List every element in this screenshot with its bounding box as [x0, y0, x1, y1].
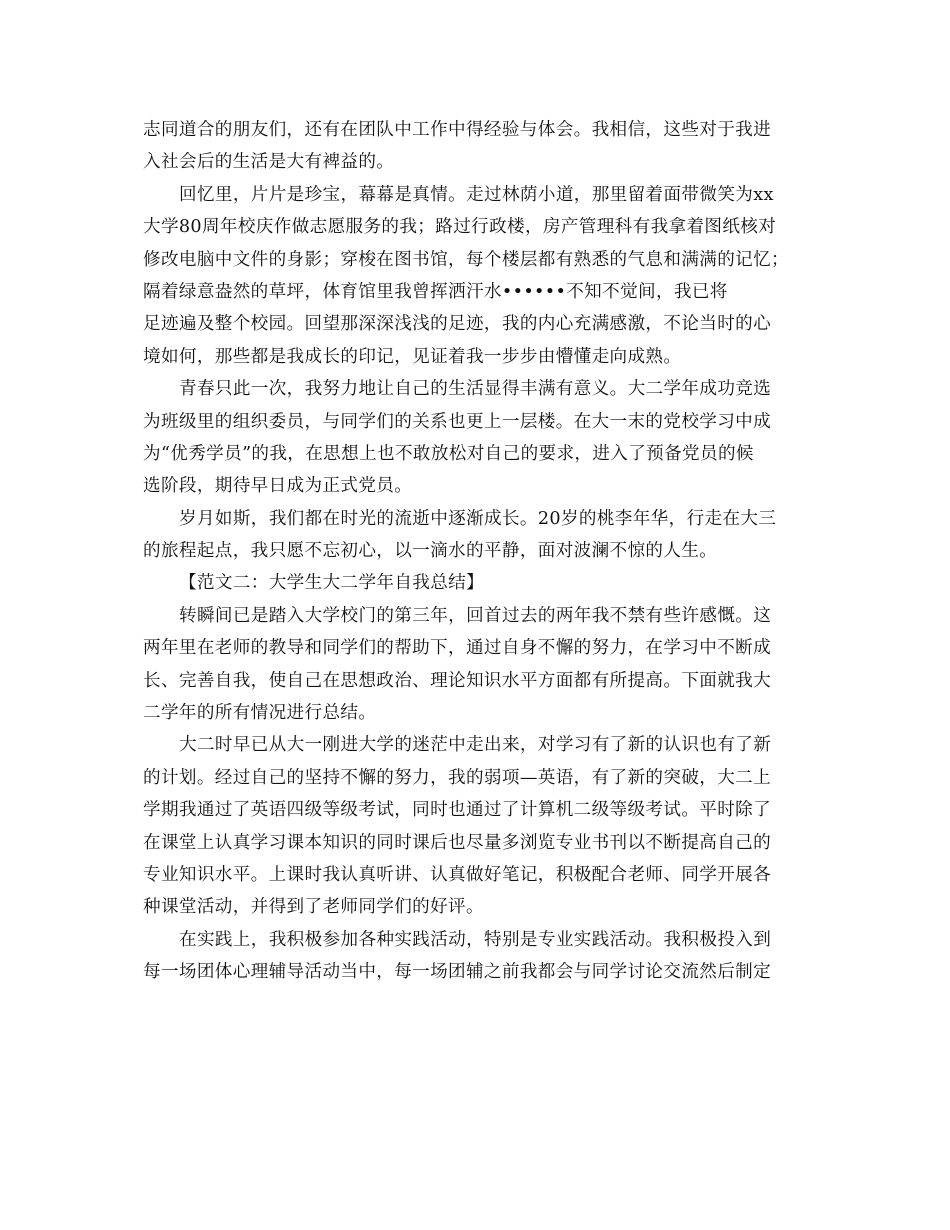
text-line: 为“优秀学员”的我，在思想上也不敢放松对自己的要求，进入了预备党员的候 [143, 443, 754, 464]
text-line: 种课堂活动，并得到了老师同学们的好评。 [143, 897, 484, 918]
section-heading: 【范文二：大学生大二学年自我总结】 [179, 573, 485, 594]
text-line: 在课堂上认真学习课本知识的同时课后也尽量多浏览专业书刊以不断提高自己的 [143, 832, 772, 853]
text-line: 二学年的所有情况进行总结。 [143, 703, 377, 724]
text-line: 境如何，那些都是我成长的印记，见证着我一步步由懵懂走向成熟。 [143, 346, 682, 367]
text-line: 入社会后的生活是大有裨益的。 [143, 152, 395, 173]
text-line: 为班级里的组织委员，与同学们的关系也更上一层楼。在大一末的党校学习中成 [143, 411, 772, 432]
text-line: 每一场团体心理辅导活动当中，每一场团辅之前我都会与同学讨论交流然后制定 [143, 962, 772, 983]
text-line: 的旅程起点，我只愿不忘初心，以一滴水的平静，面对波澜不惊的人生。 [143, 541, 718, 562]
text-line: 足迹遍及整个校园。回望那深深浅浅的足迹，我的内心充满感激，不论当时的心 [143, 314, 772, 335]
text-line: 大二时早已从大一刚进大学的迷茫中走出来，对学习有了新的认识也有了新 [179, 735, 772, 756]
text-line: 选阶段，期待早日成为正式党员。 [143, 476, 413, 497]
text-line: 大学80周年校庆作做志愿服务的我；路过行政楼，房产管理科有我拿着图纸核对 [143, 217, 777, 238]
document-body [143, 114, 803, 989]
text-line: 隔着绿意盎然的草坪，体育馆里我曾挥洒汗水••••••不知不觉间，我已将 [143, 281, 728, 302]
text-line: 转瞬间已是踏入大学校门的第三年，回首过去的两年我不禁有些许感慨。这 [179, 605, 772, 626]
text-line: 学期我通过了英语四级等级考试，同时也通过了计算机二级等级考试。平时除了 [143, 800, 772, 821]
text-line: 青春只此一次，我努力地让自己的生活显得丰满有意义。大二学年成功竞选 [179, 379, 772, 400]
text-line: 两年里在老师的教导和同学们的帮助下，通过自身不懈的努力，在学习中不断成 [143, 638, 772, 659]
text-line: 回忆里，片片是珍宝，幕幕是真情。走过林荫小道，那里留着面带微笑为xx [179, 184, 774, 205]
text-line: 专业知识水平。上课时我认真听讲、认真做好笔记，积极配合老师、同学开展各 [143, 864, 772, 885]
text-line: 长、完善自我，使自己在思想政治、理论知识水平方面都有所提高。下面就我大 [143, 670, 772, 691]
text-line: 的计划。经过自己的坚持不懈的努力，我的弱项—英语，有了新的突破，大二上 [143, 767, 772, 788]
text-line: 修改电脑中文件的身影；穿梭在图书馆，每个楼层都有熟悉的气息和满满的记忆； [143, 249, 789, 270]
text-line: 在实践上，我积极参加各种实践活动，特别是专业实践活动。我积极投入到 [179, 929, 772, 950]
text-line: 岁月如斯，我们都在时光的流逝中逐渐成长。20岁的桃李年华，行走在大三 [179, 508, 777, 529]
text-line: 志同道合的朋友们，还有在团队中工作中得经验与体会。我相信，这些对于我进 [143, 120, 772, 140]
